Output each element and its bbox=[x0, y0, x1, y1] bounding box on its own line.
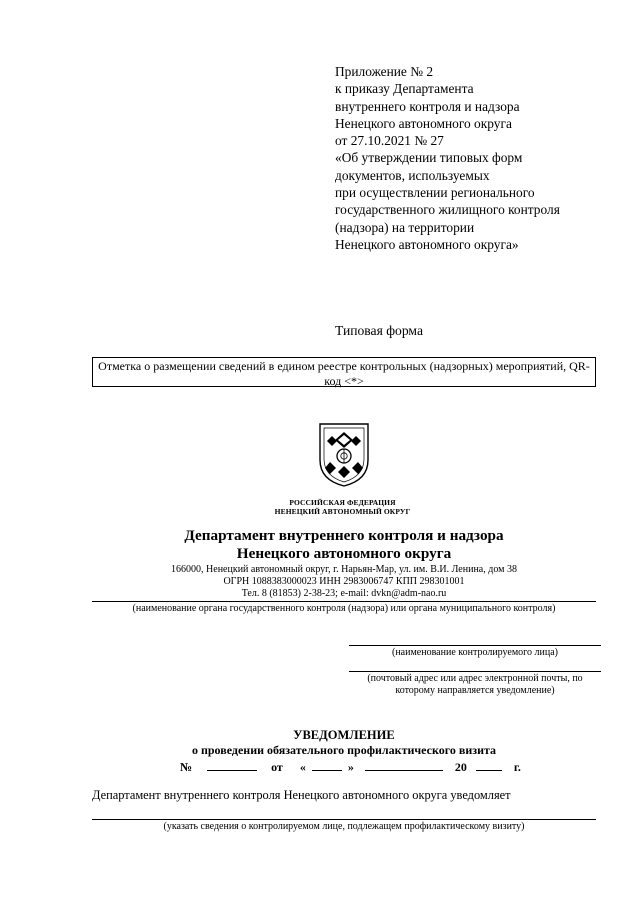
mail-address-field[interactable] bbox=[349, 671, 601, 672]
department-name bbox=[120, 527, 568, 563]
appendix-block: Приложение № 2 к приказу Департамента внутреннего контроля и надзора Ненецкого автономного округа от 27.10.2021 № 27 «Об утверждении типовых форм документов, используемых при осуществлении регионального государственного жилищного контроля (надзора) на территории Ненецкого автономного округа» bbox=[335, 64, 560, 252]
controlled-entity-field[interactable] bbox=[349, 645, 601, 646]
department-line-2: Ненецкого автономного округа bbox=[236, 545, 452, 562]
notice-subtitle: о проведении обязательного профилактического визита bbox=[191, 743, 497, 757]
org-underline bbox=[92, 601, 596, 602]
address-line-1: 166000, Ненецкий автономный округ, г. Нарьян-Мар, ул. им. В.И. Ленина, дом 38 bbox=[171, 564, 517, 575]
quote-close: » bbox=[347, 760, 354, 774]
subject-field[interactable] bbox=[92, 819, 596, 820]
controlled-entity-caption: (наименование контролируемого лица) bbox=[392, 647, 558, 658]
year-field[interactable] bbox=[476, 758, 502, 771]
qr-registry-box bbox=[92, 357, 596, 387]
notice-number-field[interactable] bbox=[207, 758, 257, 771]
notice-title: УВЕДОМЛЕНИЕ bbox=[293, 728, 395, 742]
subject-caption: (указать сведения о контролируемом лице, подлежащем профилактическому визиту) bbox=[163, 821, 525, 832]
year-suffix: г. bbox=[513, 760, 521, 774]
quote-open: « bbox=[299, 760, 306, 774]
month-field[interactable] bbox=[365, 758, 443, 771]
region-name: НЕНЕЦКИЙ АВТОНОМНЫЙ ОКРУГ bbox=[274, 507, 411, 516]
notice-body-text: Департамент внутреннего контроля Ненецкого автономного округа уведомляет bbox=[92, 788, 511, 802]
year-prefix: 20 bbox=[454, 760, 467, 774]
org-caption: (наименование органа государственного контроля (надзора) или органа муниципального контроля) bbox=[132, 603, 556, 614]
notice-number-date-line bbox=[180, 758, 521, 775]
mail-address-caption: (почтовый адрес или адрес электронной почты, по которому направляется уведомление) bbox=[367, 673, 583, 696]
qr-registry-text: Отметка о размещении сведений в едином реестре контрольных (надзорных) мероприятий, QR-код <*> bbox=[98, 359, 590, 388]
country-region-caption bbox=[240, 498, 445, 516]
number-sign: № bbox=[180, 760, 193, 774]
address-line-2: ОГРН 1088383000023 ИНН 2983006747 КПП 298301001 bbox=[223, 576, 465, 587]
form-type-label: Типовая форма bbox=[335, 323, 423, 338]
day-field[interactable] bbox=[312, 758, 342, 771]
country-name: РОССИЙСКАЯ ФЕДЕРАЦИЯ bbox=[289, 498, 396, 507]
department-line-1: Департамент внутреннего контроля и надзора bbox=[184, 527, 504, 544]
address-line-3: Тел. 8 (81853) 2-38-23; e-mail: dvkn@adm-nao.ru bbox=[241, 588, 447, 599]
coat-of-arms-icon bbox=[316, 422, 372, 488]
from-label: от bbox=[271, 760, 283, 774]
department-address bbox=[120, 564, 568, 600]
